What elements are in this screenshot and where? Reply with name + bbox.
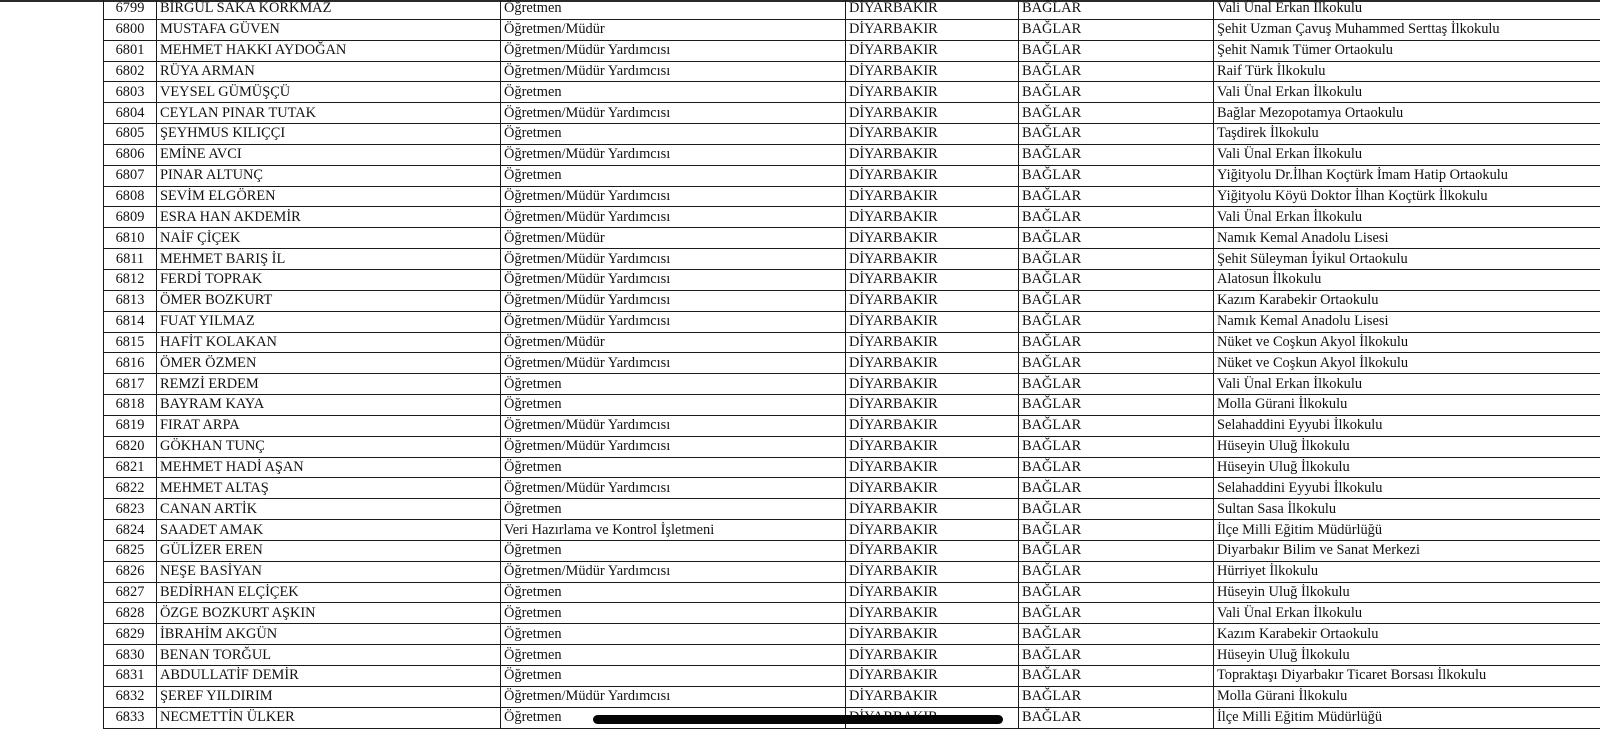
city-cell: DİYARBAKIR	[846, 103, 1019, 124]
city-cell: DİYARBAKIR	[846, 686, 1019, 707]
city-cell: DİYARBAKIR	[846, 666, 1019, 687]
table-row	[104, 561, 1600, 582]
table-row	[104, 290, 1600, 311]
table-row	[104, 332, 1600, 353]
table-row	[104, 520, 1600, 541]
name-cell: BEDİRHAN ELÇİÇEK	[157, 582, 501, 603]
school-cell: İlçe Milli Eğitim Müdürlüğü	[1214, 707, 1600, 728]
row-number-cell: 6833	[104, 707, 157, 728]
city-cell: DİYARBAKIR	[846, 582, 1019, 603]
city-cell: DİYARBAKIR	[846, 207, 1019, 228]
district-cell: BAĞLAR	[1019, 415, 1214, 436]
row-number-cell: 6808	[104, 186, 157, 207]
table-row	[104, 666, 1600, 687]
district-cell: BAĞLAR	[1019, 436, 1214, 457]
row-number-cell: 6820	[104, 436, 157, 457]
district-cell: BAĞLAR	[1019, 666, 1214, 687]
school-cell: Vali Ünal Erkan İlkokulu	[1214, 603, 1600, 624]
district-cell: BAĞLAR	[1019, 144, 1214, 165]
position-cell: Öğretmen/Müdür Yardımcısı	[501, 436, 846, 457]
district-cell: BAĞLAR	[1019, 395, 1214, 416]
home-indicator-bar[interactable]	[593, 715, 1003, 724]
row-number-cell: 6829	[104, 624, 157, 645]
district-cell: BAĞLAR	[1019, 61, 1214, 82]
school-cell: Nüket ve Coşkun Akyol İlkokulu	[1214, 353, 1600, 374]
school-cell: Şehit Uzman Çavuş Muhammed Serttaş İlkokulu	[1214, 19, 1600, 40]
city-cell: DİYARBAKIR	[846, 457, 1019, 478]
name-cell: GÖKHAN TUNÇ	[157, 436, 501, 457]
name-cell: ÖZGE BOZKURT AŞKIN	[157, 603, 501, 624]
district-cell: BAĞLAR	[1019, 707, 1214, 728]
row-number-cell: 6802	[104, 61, 157, 82]
row-number-cell: 6819	[104, 415, 157, 436]
name-cell: REMZİ ERDEM	[157, 374, 501, 395]
row-number-cell: 6813	[104, 290, 157, 311]
row-number-cell: 6801	[104, 40, 157, 61]
position-cell: Öğretmen/Müdür Yardımcısı	[501, 311, 846, 332]
district-cell: BAĞLAR	[1019, 645, 1214, 666]
position-cell: Öğretmen/Müdür	[501, 19, 846, 40]
name-cell: SEVİM ELGÖREN	[157, 186, 501, 207]
city-cell: DİYARBAKIR	[846, 19, 1019, 40]
school-cell: Molla Gürani İlkokulu	[1214, 395, 1600, 416]
position-cell: Öğretmen	[501, 499, 846, 520]
name-cell: MEHMET HAKKI AYDOĞAN	[157, 40, 501, 61]
row-number-cell: 6822	[104, 478, 157, 499]
position-cell: Öğretmen/Müdür Yardımcısı	[501, 269, 846, 290]
school-cell: Şehit Namık Tümer Ortaokulu	[1214, 40, 1600, 61]
city-cell: DİYARBAKIR	[846, 353, 1019, 374]
position-cell: Öğretmen	[501, 540, 846, 561]
table-row	[104, 374, 1600, 395]
district-cell: BAĞLAR	[1019, 207, 1214, 228]
row-number-cell: 6831	[104, 666, 157, 687]
name-cell: MEHMET ALTAŞ	[157, 478, 501, 499]
name-cell: ABDULLATİF DEMİR	[157, 666, 501, 687]
school-cell: Nüket ve Coşkun Akyol İlkokulu	[1214, 332, 1600, 353]
row-number-cell: 6812	[104, 269, 157, 290]
district-cell: BAĞLAR	[1019, 103, 1214, 124]
position-cell: Öğretmen/Müdür Yardımcısı	[501, 103, 846, 124]
school-cell: Yiğityolu Köyü Doktor İlhan Koçtürk İlkokulu	[1214, 186, 1600, 207]
table-row	[104, 186, 1600, 207]
table-row	[104, 395, 1600, 416]
position-cell: Öğretmen	[501, 666, 846, 687]
name-cell: EMİNE AVCI	[157, 144, 501, 165]
staff-table-body	[104, 0, 1600, 728]
position-cell: Öğretmen/Müdür Yardımcısı	[501, 40, 846, 61]
position-cell: Öğretmen/Müdür Yardımcısı	[501, 686, 846, 707]
school-cell: Topraktaşı Diyarbakır Ticaret Borsası İlkokulu	[1214, 666, 1600, 687]
staff-table	[103, 0, 1600, 729]
district-cell: BAĞLAR	[1019, 40, 1214, 61]
table-row	[104, 124, 1600, 145]
name-cell: ÖMER ÖZMEN	[157, 353, 501, 374]
school-cell: Bağlar Mezopotamya Ortaokulu	[1214, 103, 1600, 124]
row-number-cell: 6827	[104, 582, 157, 603]
name-cell: MEHMET BARIŞ İL	[157, 249, 501, 270]
school-cell: Yiğityolu Dr.İlhan Koçtürk İmam Hatip Ortaokulu	[1214, 165, 1600, 186]
school-cell: Taşdirek İlkokulu	[1214, 124, 1600, 145]
city-cell: DİYARBAKIR	[846, 269, 1019, 290]
city-cell: DİYARBAKIR	[846, 249, 1019, 270]
name-cell: SAADET AMAK	[157, 520, 501, 541]
school-cell: İlçe Milli Eğitim Müdürlüğü	[1214, 520, 1600, 541]
position-cell: Öğretmen/Müdür	[501, 332, 846, 353]
school-cell: Hüseyin Uluğ İlkokulu	[1214, 582, 1600, 603]
position-cell: Öğretmen/Müdür Yardımcısı	[501, 415, 846, 436]
position-cell: Öğretmen	[501, 395, 846, 416]
row-number-cell: 6826	[104, 561, 157, 582]
table-row	[104, 249, 1600, 270]
position-cell: Öğretmen	[501, 707, 846, 728]
city-cell: DİYARBAKIR	[846, 374, 1019, 395]
row-number-cell: 6805	[104, 124, 157, 145]
position-cell: Öğretmen/Müdür Yardımcısı	[501, 561, 846, 582]
district-cell: BAĞLAR	[1019, 686, 1214, 707]
table-row	[104, 0, 1600, 19]
city-cell: DİYARBAKIR	[846, 124, 1019, 145]
name-cell: MEHMET HADİ AŞAN	[157, 457, 501, 478]
name-cell: PINAR ALTUNÇ	[157, 165, 501, 186]
table-row	[104, 624, 1600, 645]
table-row	[104, 478, 1600, 499]
position-cell: Öğretmen	[501, 0, 846, 19]
position-cell: Öğretmen/Müdür Yardımcısı	[501, 353, 846, 374]
name-cell: NAİF ÇİÇEK	[157, 228, 501, 249]
row-number-cell: 6804	[104, 103, 157, 124]
city-cell: DİYARBAKIR	[846, 603, 1019, 624]
city-cell: DİYARBAKIR	[846, 645, 1019, 666]
district-cell: BAĞLAR	[1019, 186, 1214, 207]
city-cell: DİYARBAKIR	[846, 561, 1019, 582]
district-cell: BAĞLAR	[1019, 19, 1214, 40]
city-cell: DİYARBAKIR	[846, 165, 1019, 186]
city-cell: DİYARBAKIR	[846, 436, 1019, 457]
position-cell: Veri Hazırlama ve Kontrol İşletmeni	[501, 520, 846, 541]
district-cell: BAĞLAR	[1019, 603, 1214, 624]
row-number-cell: 6806	[104, 144, 157, 165]
name-cell: ESRA HAN AKDEMİR	[157, 207, 501, 228]
name-cell: CEYLAN PINAR TUTAK	[157, 103, 501, 124]
row-number-cell: 6799	[104, 0, 157, 19]
district-cell: BAĞLAR	[1019, 0, 1214, 19]
city-cell: DİYARBAKIR	[846, 332, 1019, 353]
city-cell: DİYARBAKIR	[846, 415, 1019, 436]
school-cell: Namık Kemal Anadolu Lisesi	[1214, 228, 1600, 249]
name-cell: FERDİ TOPRAK	[157, 269, 501, 290]
row-number-cell: 6825	[104, 540, 157, 561]
district-cell: BAĞLAR	[1019, 478, 1214, 499]
table-row	[104, 582, 1600, 603]
city-cell: DİYARBAKIR	[846, 40, 1019, 61]
table-row	[104, 228, 1600, 249]
position-cell: Öğretmen/Müdür Yardımcısı	[501, 478, 846, 499]
city-cell: DİYARBAKIR	[846, 395, 1019, 416]
position-cell: Öğretmen/Müdür Yardımcısı	[501, 186, 846, 207]
name-cell: İBRAHİM AKGÜN	[157, 624, 501, 645]
district-cell: BAĞLAR	[1019, 353, 1214, 374]
name-cell: ŞEYHMUS KILIÇÇI	[157, 124, 501, 145]
position-cell: Öğretmen	[501, 457, 846, 478]
city-cell: DİYARBAKIR	[846, 478, 1019, 499]
row-number-cell: 6821	[104, 457, 157, 478]
city-cell: DİYARBAKIR	[846, 311, 1019, 332]
school-cell: Vali Ünal Erkan İlkokulu	[1214, 374, 1600, 395]
table-row	[104, 457, 1600, 478]
table-row	[104, 61, 1600, 82]
school-cell: Vali Ünal Erkan İlkokulu	[1214, 82, 1600, 103]
table-row	[104, 82, 1600, 103]
city-cell: DİYARBAKIR	[846, 228, 1019, 249]
table-row	[104, 103, 1600, 124]
district-cell: BAĞLAR	[1019, 311, 1214, 332]
row-number-cell: 6828	[104, 603, 157, 624]
position-cell: Öğretmen/Müdür Yardımcısı	[501, 290, 846, 311]
table-row	[104, 311, 1600, 332]
district-cell: BAĞLAR	[1019, 249, 1214, 270]
row-number-cell: 6811	[104, 249, 157, 270]
table-row	[104, 436, 1600, 457]
city-cell: DİYARBAKIR	[846, 624, 1019, 645]
school-cell: Raif Türk İlkokulu	[1214, 61, 1600, 82]
name-cell: ÖMER BOZKURT	[157, 290, 501, 311]
school-cell: Molla Gürani İlkokulu	[1214, 686, 1600, 707]
city-cell: DİYARBAKIR	[846, 0, 1019, 19]
row-number-cell: 6814	[104, 311, 157, 332]
district-cell: BAĞLAR	[1019, 124, 1214, 145]
position-cell: Öğretmen/Müdür Yardımcısı	[501, 249, 846, 270]
city-cell: DİYARBAKIR	[846, 186, 1019, 207]
position-cell: Öğretmen/Müdür Yardımcısı	[501, 144, 846, 165]
row-number-cell: 6803	[104, 82, 157, 103]
row-number-cell: 6815	[104, 332, 157, 353]
position-cell: Öğretmen	[501, 624, 846, 645]
name-cell: HAFİT KOLAKAN	[157, 332, 501, 353]
name-cell: FUAT YILMAZ	[157, 311, 501, 332]
row-number-cell: 6809	[104, 207, 157, 228]
name-cell: RÜYA ARMAN	[157, 61, 501, 82]
table-row	[104, 207, 1600, 228]
school-cell: Sultan Sasa İlkokulu	[1214, 499, 1600, 520]
school-cell: Hüseyin Uluğ İlkokulu	[1214, 436, 1600, 457]
city-cell: DİYARBAKIR	[846, 290, 1019, 311]
district-cell: BAĞLAR	[1019, 582, 1214, 603]
school-cell: Diyarbakır Bilim ve Sanat Merkezi	[1214, 540, 1600, 561]
row-number-cell: 6830	[104, 645, 157, 666]
table-row	[104, 269, 1600, 290]
city-cell: DİYARBAKIR	[846, 520, 1019, 541]
name-cell: BENAN TORĞUL	[157, 645, 501, 666]
name-cell: NECMETTİN ÜLKER	[157, 707, 501, 728]
district-cell: BAĞLAR	[1019, 332, 1214, 353]
row-number-cell: 6832	[104, 686, 157, 707]
city-cell: DİYARBAKIR	[846, 82, 1019, 103]
district-cell: BAĞLAR	[1019, 540, 1214, 561]
position-cell: Öğretmen	[501, 124, 846, 145]
name-cell: FIRAT ARPA	[157, 415, 501, 436]
school-cell: Vali Ünal Erkan İlkokulu	[1214, 207, 1600, 228]
name-cell: MUSTAFA GÜVEN	[157, 19, 501, 40]
district-cell: BAĞLAR	[1019, 457, 1214, 478]
school-cell: Selahaddini Eyyubi İlkokulu	[1214, 415, 1600, 436]
position-cell: Öğretmen	[501, 603, 846, 624]
name-cell: VEYSEL GÜMÜŞÇÜ	[157, 82, 501, 103]
name-cell: BAYRAM KAYA	[157, 395, 501, 416]
school-cell: Alatosun İlkokulu	[1214, 269, 1600, 290]
name-cell: BİRGÜL SAKA KORKMAZ	[157, 0, 501, 19]
name-cell: NEŞE BASİYAN	[157, 561, 501, 582]
school-cell: Hürriyet İlkokulu	[1214, 561, 1600, 582]
name-cell: GÜLİZER EREN	[157, 540, 501, 561]
school-cell: Selahaddini Eyyubi İlkokulu	[1214, 478, 1600, 499]
district-cell: BAĞLAR	[1019, 82, 1214, 103]
city-cell: DİYARBAKIR	[846, 144, 1019, 165]
table-row	[104, 40, 1600, 61]
table-row	[104, 645, 1600, 666]
position-cell: Öğretmen	[501, 582, 846, 603]
table-row	[104, 19, 1600, 40]
district-cell: BAĞLAR	[1019, 624, 1214, 645]
position-cell: Öğretmen	[501, 165, 846, 186]
table-row	[104, 603, 1600, 624]
row-number-cell: 6807	[104, 165, 157, 186]
district-cell: BAĞLAR	[1019, 499, 1214, 520]
position-cell: Öğretmen/Müdür	[501, 228, 846, 249]
district-cell: BAĞLAR	[1019, 269, 1214, 290]
row-number-cell: 6816	[104, 353, 157, 374]
table-row	[104, 415, 1600, 436]
district-cell: BAĞLAR	[1019, 520, 1214, 541]
row-number-cell: 6810	[104, 228, 157, 249]
district-cell: BAĞLAR	[1019, 165, 1214, 186]
row-number-cell: 6817	[104, 374, 157, 395]
position-cell: Öğretmen/Müdür Yardımcısı	[501, 61, 846, 82]
name-cell: CANAN ARTİK	[157, 499, 501, 520]
school-cell: Vali Ünal Erkan İlkokulu	[1214, 0, 1600, 19]
table-row	[104, 353, 1600, 374]
position-cell: Öğretmen	[501, 374, 846, 395]
school-cell: Kazım Karabekir Ortaokulu	[1214, 290, 1600, 311]
row-number-cell: 6800	[104, 19, 157, 40]
school-cell: Hüseyin Uluğ İlkokulu	[1214, 457, 1600, 478]
table-row	[104, 165, 1600, 186]
table-row	[104, 686, 1600, 707]
table-row	[104, 540, 1600, 561]
school-cell: Namık Kemal Anadolu Lisesi	[1214, 311, 1600, 332]
school-cell: Hüseyin Uluğ İlkokulu	[1214, 645, 1600, 666]
city-cell: DİYARBAKIR	[846, 499, 1019, 520]
district-cell: BAĞLAR	[1019, 374, 1214, 395]
row-number-cell: 6824	[104, 520, 157, 541]
city-cell: DİYARBAKIR	[846, 540, 1019, 561]
district-cell: BAĞLAR	[1019, 561, 1214, 582]
table-row	[104, 144, 1600, 165]
table-row	[104, 499, 1600, 520]
name-cell: ŞEREF YILDIRIM	[157, 686, 501, 707]
school-cell: Şehit Süleyman İyikul Ortaokulu	[1214, 249, 1600, 270]
district-cell: BAĞLAR	[1019, 290, 1214, 311]
school-cell: Kazım Karabekir Ortaokulu	[1214, 624, 1600, 645]
position-cell: Öğretmen	[501, 645, 846, 666]
position-cell: Öğretmen/Müdür Yardımcısı	[501, 207, 846, 228]
city-cell: DİYARBAKIR	[846, 61, 1019, 82]
position-cell: Öğretmen	[501, 82, 846, 103]
district-cell: BAĞLAR	[1019, 228, 1214, 249]
school-cell: Vali Ünal Erkan İlkokulu	[1214, 144, 1600, 165]
row-number-cell: 6818	[104, 395, 157, 416]
row-number-cell: 6823	[104, 499, 157, 520]
